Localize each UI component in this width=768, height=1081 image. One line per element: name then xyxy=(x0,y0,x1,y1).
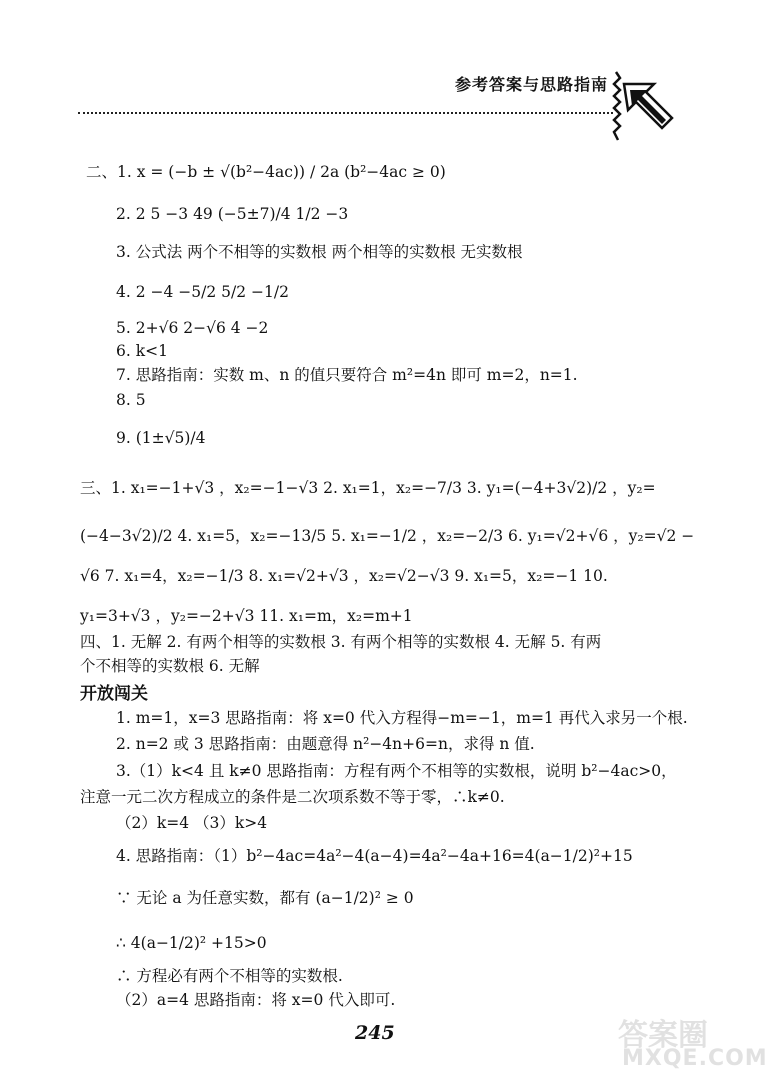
s2-item-3: 3. 公式法 两个不相等的实数根 两个相等的实数根 无实数根 xyxy=(116,243,523,261)
s2-item-9: 9. (1±√5)/4 xyxy=(116,429,206,447)
open-item-1: 1. m=1，x=3 思路指南：将 x=0 代入方程得−m=−1，m=1 再代入求另一个根. xyxy=(116,709,688,727)
open-item-2: 2. n=2 或 3 思路指南：由题意得 n²−4n+6=n，求得 n 值. xyxy=(116,735,535,753)
open-item-4-part2: （2）a=4 思路指南：将 x=0 代入即可. xyxy=(116,991,396,1009)
s3-line-2: (−4−3√2)/2 4. x₁=5，x₂=−13/5 5. x₁=−1/2 ，x₂=−2/3 6. y₁=√2+√6 ，y₂=√2 − xyxy=(80,527,695,545)
open-item-3: 3.（1）k<4 且 k≠0 思路指南：方程有两个不相等的实数根，说明 b²−4ac>0， xyxy=(116,762,677,780)
open-item-4-therefore: ∴ 4(a−1/2)² +15>0 xyxy=(116,934,267,952)
s2-item-5: 5. 2+√6 2−√6 4 −2 xyxy=(116,319,269,337)
s2-item-7: 7. 思路指南：实数 m、n 的值只要符合 m²=4n 即可 m=2，n=1. xyxy=(116,366,578,384)
s3-line-3: √6 7. x₁=4，x₂=−1/3 8. x₁=√2+√3 ，x₂=√2−√3 9. x₁=5，x₂=−1 10. xyxy=(80,567,608,585)
header-divider xyxy=(78,112,613,114)
open-item-4-reason: ∵ 无论 a 为任意实数，都有 (a−1/2)² ≥ 0 xyxy=(116,889,414,907)
watermark-url: MXQE.COM xyxy=(622,1046,768,1071)
open-item-4-conclusion: ∴ 方程必有两个不相等的实数根. xyxy=(116,967,343,985)
open-item-3-cont: 注意一元二次方程成立的条件是二次项系数不等于零，∴k≠0. xyxy=(80,788,505,806)
open-item-4: 4. 思路指南：（1）b²−4ac=4a²−4(a−4)=4a²−4a+16=4(a−1/2)²+15 xyxy=(116,847,633,865)
section-title-open: 开放闯关 xyxy=(80,684,148,704)
s2-item-1: 二、1. x = (−b ± √(b²−4ac)) / 2a (b²−4ac ≥ 0) xyxy=(86,163,446,181)
s2-item-2: 2. 2 5 −3 49 (−5±7)/4 1/2 −3 xyxy=(116,205,349,223)
page-number: 245 xyxy=(355,1022,395,1044)
open-item-3-sub: （2）k=4 （3）k>4 xyxy=(116,814,268,832)
s3-line-1: 三、1. x₁=−1+√3 ，x₂=−1−√3 2. x₁=1，x₂=−7/3 3. y₁=(−4+3√2)/2 ，y₂= xyxy=(80,479,656,497)
s4-line-1: 四、1. 无解 2. 有两个相等的实数根 3. 有两个相等的实数根 4. 无解 5. 有两 xyxy=(80,633,602,651)
s2-item-4: 4. 2 −4 −5/2 5/2 −1/2 xyxy=(116,283,289,301)
watermark-logo: 答案圈 xyxy=(618,1018,708,1053)
header-title: 参考答案与思路指南 xyxy=(455,75,609,94)
s2-item-6: 6. k<1 xyxy=(116,342,168,360)
s3-line-4: y₁=3+√3 ，y₂=−2+√3 11. x₁=m，x₂=m+1 xyxy=(80,607,413,625)
s2-item-8: 8. 5 xyxy=(116,391,146,409)
s4-line-2: 个不相等的实数根 6. 无解 xyxy=(80,657,260,675)
arrow-logo-icon xyxy=(610,70,680,150)
